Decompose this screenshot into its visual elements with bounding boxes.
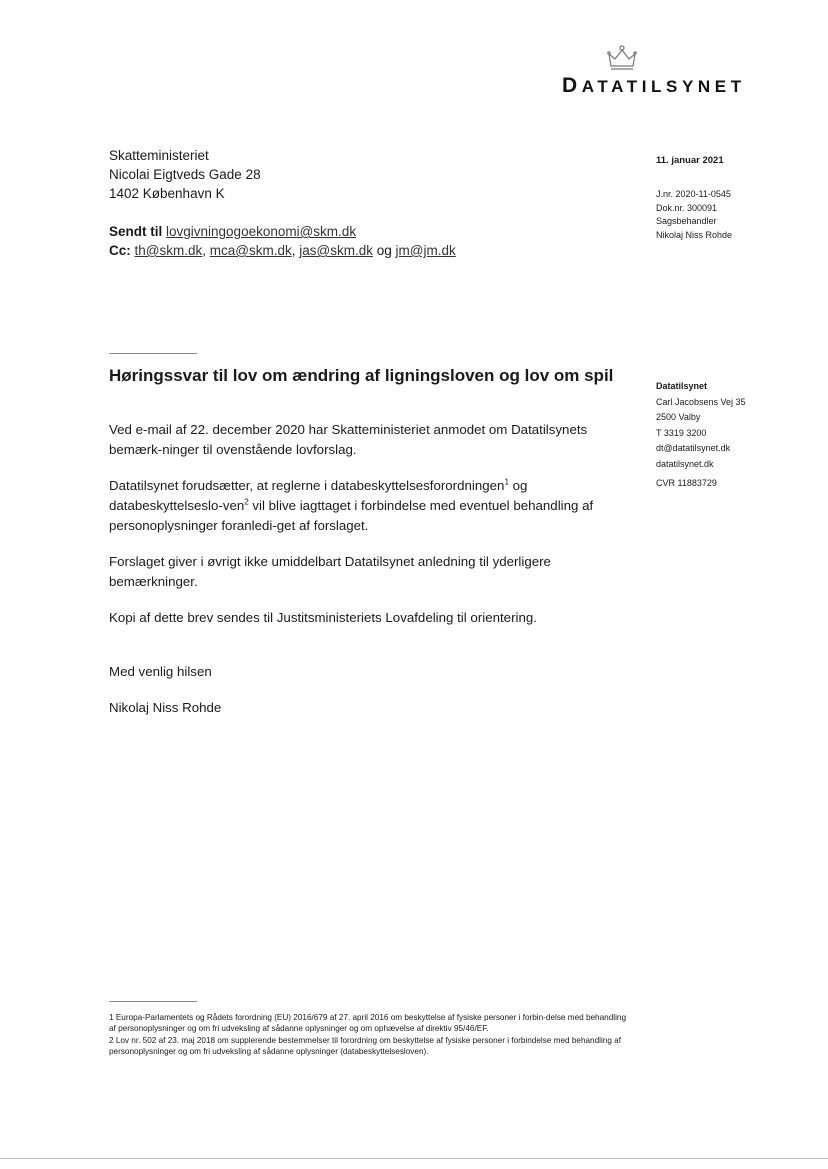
sender-phone: T 3319 3200 bbox=[656, 427, 707, 438]
cc-conjunction: og bbox=[376, 243, 392, 258]
title-divider bbox=[109, 353, 197, 354]
recipient-name: Skatteministeriet bbox=[109, 148, 209, 163]
cc-email-link[interactable]: jm@jm.dk bbox=[395, 243, 456, 258]
sender-city: 2500 Valby bbox=[656, 412, 701, 422]
case-metadata bbox=[656, 188, 732, 242]
sender-org-name: Datatilsynet bbox=[656, 381, 708, 391]
journal-number: J.nr. 2020-11-0545 bbox=[656, 189, 731, 199]
letter-date: 11. januar 2021 bbox=[656, 155, 724, 166]
letter-title: Høringssvar til lov om ændring af ligningsloven og lov om spil bbox=[109, 366, 614, 385]
cc-email-link[interactable]: th@skm.dk bbox=[134, 243, 203, 258]
body-paragraph bbox=[109, 476, 629, 536]
logo-wordmark bbox=[562, 74, 746, 98]
paragraph-text: vil blive iagttaget i forbindelse med eventuel behandling af personoplysninger foranledi-get af forslaget. bbox=[109, 498, 594, 533]
document-number: Dok.nr. 300091 bbox=[656, 202, 718, 213]
sent-block bbox=[109, 222, 456, 260]
sender-email[interactable]: dt@datatilsynet.dk bbox=[656, 443, 731, 453]
paragraph-text: og databeskyttelseslo-ven bbox=[109, 478, 528, 513]
page-edge-line bbox=[0, 1158, 828, 1159]
sender-street: Carl Jacobsens Vej 35 bbox=[656, 396, 746, 407]
logo-first-letter: D bbox=[562, 74, 582, 97]
logo-rest: ATATILSYNET bbox=[581, 77, 746, 96]
cc-line bbox=[109, 241, 456, 260]
recipient-city: 1402 København K bbox=[109, 186, 225, 201]
footnote-divider bbox=[109, 1001, 197, 1002]
body-paragraph: Ved e-mail af 22. december 2020 har Skatteministeriet anmodet om Datatilsynets bemærk-ninger til ovenstående lovforslag. bbox=[109, 422, 588, 457]
paragraph-text: Datatilsynet forudsætter, at reglerne i databeskyttelsesforordningen bbox=[109, 478, 505, 493]
letter-body bbox=[109, 420, 629, 734]
footnote-ref[interactable]: 2 bbox=[244, 497, 249, 507]
cc-email-link[interactable]: jas@skm.dk bbox=[299, 243, 373, 258]
recipient-street: Nicolai Eigtveds Gade 28 bbox=[109, 167, 261, 182]
footnote: 2 Lov nr. 502 af 23. maj 2018 om supplerende bestemmelser til forordning om beskyttelse af fysiske personer i forbindelse med behandling af personoplysninger og om fri udveksling af sådanne oplysninger (databeskyttelsesloven). bbox=[109, 1035, 622, 1057]
body-paragraph: Kopi af dette brev sendes til Justitsministeriets Lovafdeling til orientering. bbox=[109, 610, 537, 625]
sent-to-label: Sendt til bbox=[109, 224, 163, 239]
closing-greeting: Med venlig hilsen bbox=[109, 664, 212, 679]
cc-separator: , bbox=[202, 243, 210, 258]
body-paragraph: Forslaget giver i øvrigt ikke umiddelbart Datatilsynet anledning til yderligere bemærkninger. bbox=[109, 554, 551, 589]
sender-address bbox=[656, 379, 746, 472]
sender-website[interactable]: datatilsynet.dk bbox=[656, 458, 714, 469]
signature-name: Nikolaj Niss Rohde bbox=[109, 700, 222, 715]
footnotes bbox=[109, 1012, 629, 1058]
cc-email-link[interactable]: mca@skm.dk bbox=[209, 243, 292, 258]
cc-label: Cc: bbox=[109, 243, 131, 258]
case-handler-name: Nikolaj Niss Rohde bbox=[656, 229, 733, 240]
case-handler-role: Sagsbehandler bbox=[656, 216, 717, 226]
footnote-ref[interactable]: 1 bbox=[504, 477, 509, 487]
footnote: 1 Europa-Parlamentets og Rådets forordning (EU) 2016/679 af 27. april 2016 om beskyttelse af fysiske personer i forbin-delse med behandling af personoplysninger og om fri udveksling af sådanne oplysninger og om ophævelse af direktiv 95/46/EF. bbox=[109, 1013, 627, 1034]
recipient-address bbox=[109, 146, 261, 203]
cc-separator: , bbox=[291, 243, 300, 258]
sent-to-email-link[interactable]: lovgivningogoekonomi@skm.dk bbox=[166, 224, 357, 239]
cvr-number: CVR 11883729 bbox=[656, 478, 717, 488]
sent-to-line bbox=[109, 222, 456, 241]
crown-icon bbox=[606, 44, 638, 74]
